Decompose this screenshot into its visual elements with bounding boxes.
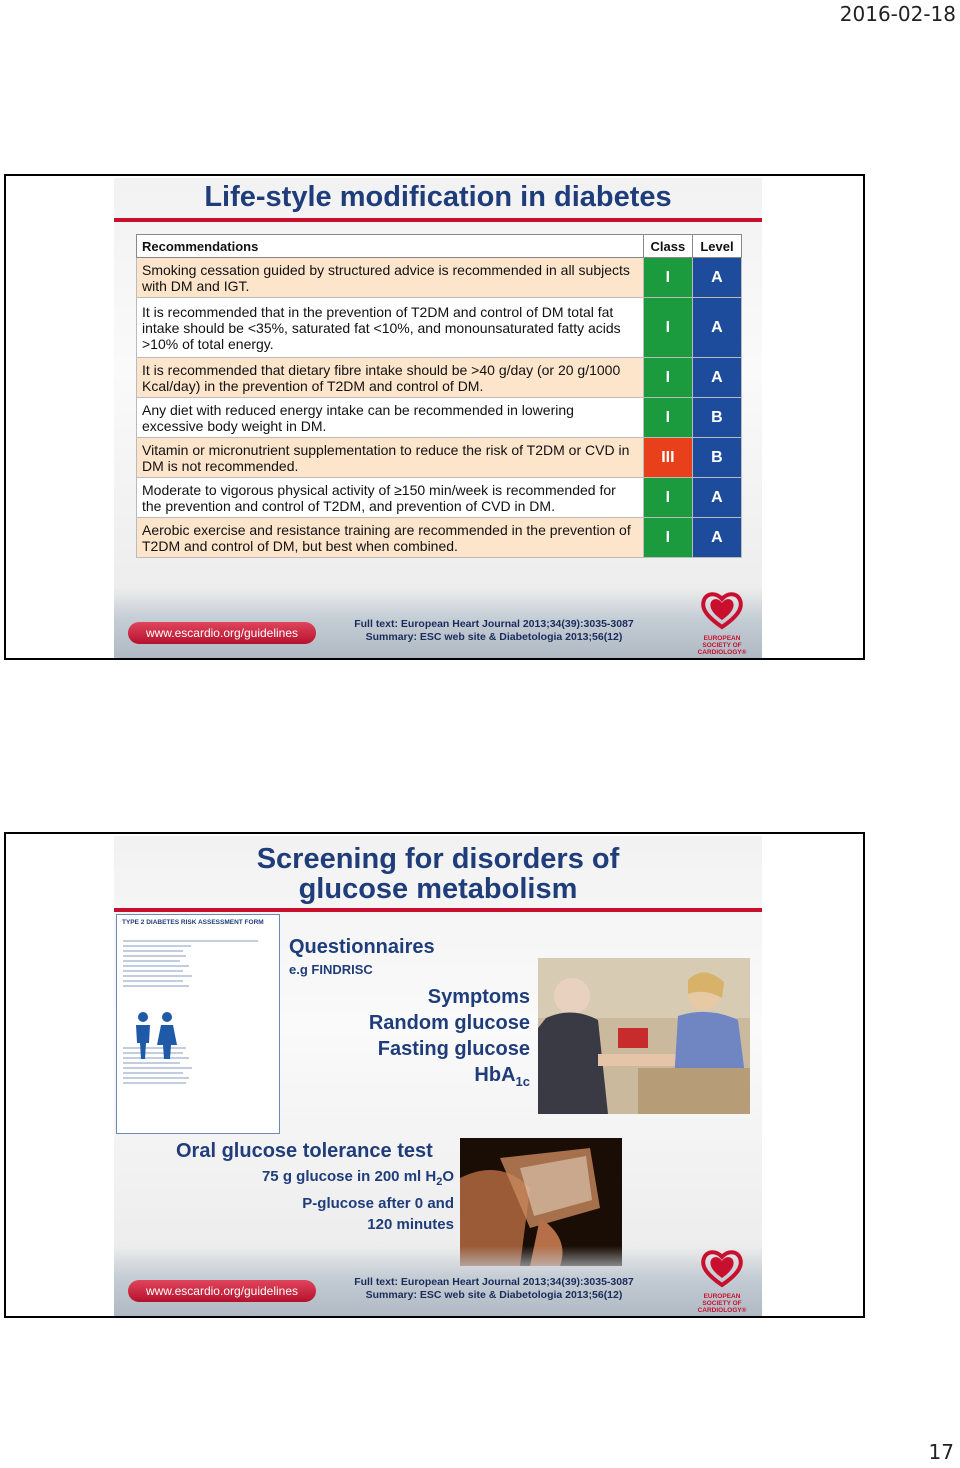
slide-footer: [114, 588, 762, 658]
recommendations-table: [136, 234, 742, 558]
level-cell: A: [692, 258, 741, 298]
page-date: 2016-02-18: [839, 2, 956, 26]
recommendation-text: It is recommended that in the prevention of T2DM and control of DM total fat intake should be <35%, saturated fat <10%, and monounsaturated fatty acids >10% of total energy.: [137, 298, 644, 358]
symptoms-label: Symptoms: [427, 986, 530, 1008]
slide-footer: [114, 1246, 762, 1316]
esc-logo: [692, 590, 752, 656]
header-recommendations: Recommendations: [137, 235, 644, 258]
patient-nurse-photo-icon: [538, 958, 750, 1114]
recommendation-text: Smoking cessation guided by structured advice is recommended in all subjects with DM and IGT.: [137, 258, 644, 298]
hba-subscript: 1c: [515, 1074, 530, 1089]
recommendation-text: Moderate to vigorous physical activity of ≥150 min/week is recommended for the prevention and control of T2DM, and prevention of CVD in DM.: [137, 478, 644, 518]
table-row: [137, 518, 742, 558]
level-cell: B: [692, 438, 741, 478]
level-cell: A: [692, 298, 741, 358]
slide-title-line-1: Screening for disorders of: [256, 843, 620, 875]
class-cell: I: [643, 478, 692, 518]
slide-2: [114, 836, 762, 1316]
table-row: [137, 298, 742, 358]
ogtt-title: Oral glucose tolerance test: [176, 1140, 433, 1162]
summary-citation: Summary: ESC web site & Diabetologia 2013;56(12): [365, 1289, 623, 1301]
slide-frame-2: [4, 832, 865, 1318]
page-number: 17: [928, 1440, 954, 1464]
class-cell: I: [643, 258, 692, 298]
level-cell: A: [692, 358, 741, 398]
header-level: Level: [692, 235, 741, 258]
fasting-glucose-label: Fasting glucose: [377, 1038, 530, 1060]
slide-1: [114, 178, 762, 658]
findrisc-label: e.g FINDRISC: [289, 962, 373, 977]
h2o-subscript: 2: [436, 1176, 443, 1188]
summary-citation: Summary: ESC web site & Diabetologia 2013;56(12): [365, 631, 623, 643]
citation: [334, 1276, 654, 1302]
class-cell: I: [643, 298, 692, 358]
ogtt-details: [234, 1166, 454, 1235]
people-figures-icon: [131, 1011, 181, 1061]
fulltext-citation: Full text: European Heart Journal 2013;34(39):3035-3087: [354, 618, 634, 630]
ogtt-line-2: P-glucose after 0 and: [302, 1195, 454, 1212]
table-row: [137, 358, 742, 398]
level-cell: A: [692, 518, 741, 558]
findrisc-form-image: [116, 914, 280, 1134]
recommendation-text: Vitamin or micronutrient supplementation to reduce the risk of T2DM or CVD in DM is not recommended.: [137, 438, 644, 478]
slide-frame-1: [4, 174, 865, 660]
fulltext-citation: Full text: European Heart Journal 2013;34(39):3035-3087: [354, 1276, 634, 1288]
class-cell: I: [643, 358, 692, 398]
slide-title-line-2: glucose metabolism: [298, 873, 578, 905]
heart-logo-icon: [700, 1248, 744, 1288]
table-row: [137, 258, 742, 298]
class-cell: III: [643, 438, 692, 478]
class-cell: I: [643, 518, 692, 558]
ogtt-line-3: 120 minutes: [367, 1216, 454, 1233]
guidelines-link[interactable]: www.escardio.org/guidelines: [128, 622, 316, 644]
questionnaires-label: Questionnaires: [289, 936, 435, 958]
level-cell: B: [692, 398, 741, 438]
citation: [334, 618, 654, 644]
table-row: [137, 398, 742, 438]
table-header-row: [137, 235, 742, 258]
esc-logo-text: EUROPEAN SOCIETY OF CARDIOLOGY®: [697, 1293, 747, 1314]
ogtt-line-1-end: O: [442, 1168, 454, 1185]
recommendation-text: Any diet with reduced energy intake can be recommended in lowering excessive body weight in DM.: [137, 398, 644, 438]
slide-title: Life-style modification in diabetes: [204, 181, 672, 213]
class-cell: I: [643, 398, 692, 438]
level-cell: A: [692, 478, 741, 518]
title-divider: [114, 218, 762, 222]
header-class: Class: [643, 235, 692, 258]
blood-test-photo: [538, 958, 750, 1114]
recommendation-text: It is recommended that dietary fibre intake should be >40 g/day (or 20 g/1000 Kcal/day) in the prevention of T2DM and control of DM.: [137, 358, 644, 398]
form-title: TYPE 2 DIABETES RISK ASSESSMENT FORM: [122, 919, 264, 926]
ogtt-line-1-text: 75 g glucose in 200 ml H: [261, 1168, 437, 1185]
table-row: [137, 478, 742, 518]
hba1c-label: [330, 1062, 530, 1095]
heart-logo-icon: [700, 590, 744, 630]
esc-logo-text: EUROPEAN SOCIETY OF CARDIOLOGY®: [697, 635, 747, 656]
hba-text: HbA: [474, 1064, 516, 1086]
guidelines-link[interactable]: www.escardio.org/guidelines: [128, 1280, 316, 1302]
esc-logo: [692, 1248, 752, 1314]
table-row: [137, 438, 742, 478]
title-divider: [114, 908, 762, 912]
recommendation-text: Aerobic exercise and resistance training are recommended in the prevention of T2DM and control of DM, but best when combined.: [137, 518, 644, 558]
random-glucose-label: Random glucose: [368, 1012, 530, 1034]
ogtt-line-1: [234, 1166, 454, 1193]
